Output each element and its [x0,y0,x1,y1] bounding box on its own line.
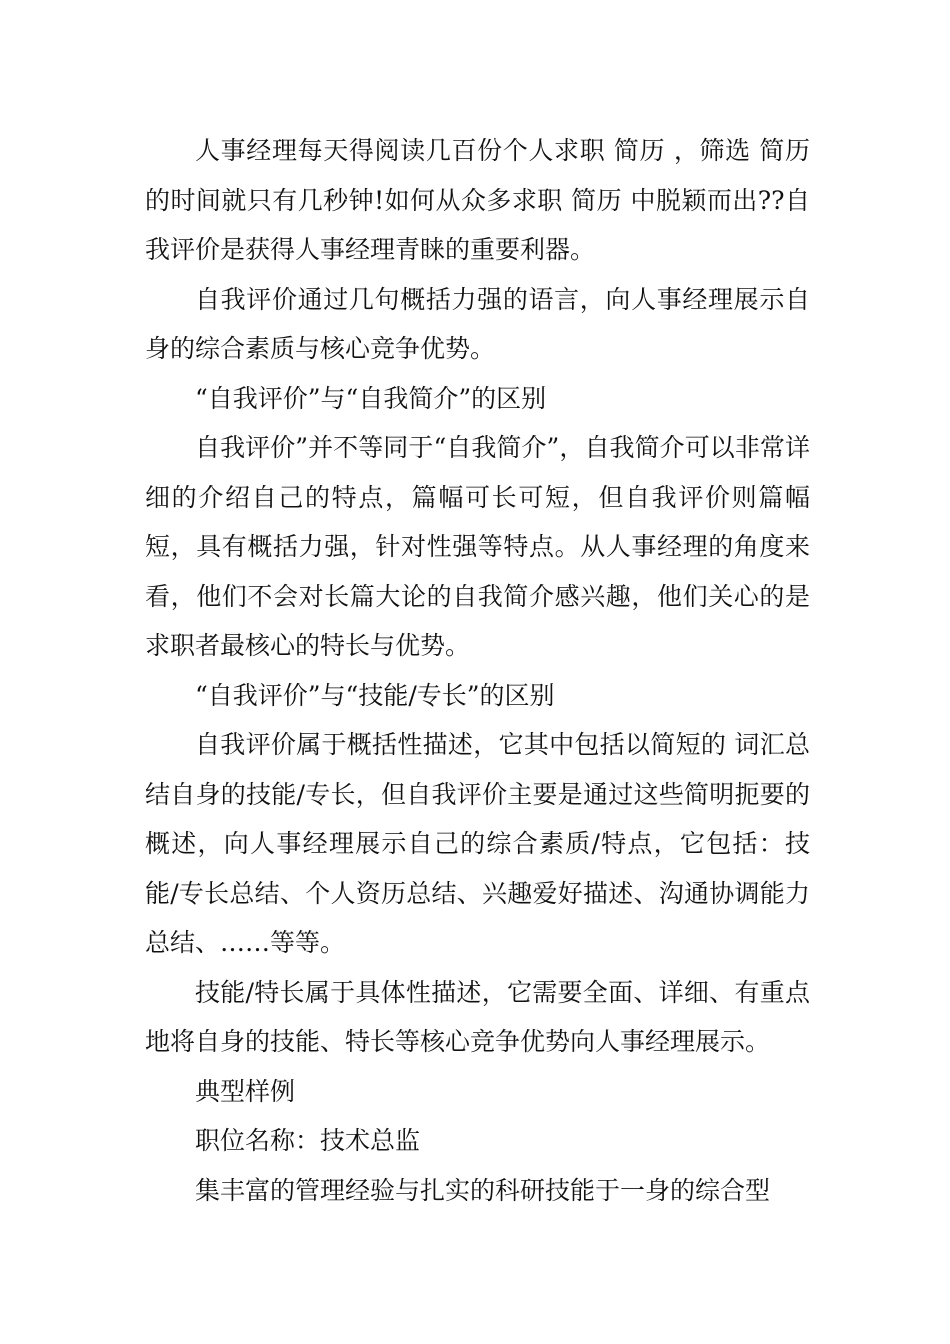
example-paragraph: 集丰富的管理经验与扎实的科研技能于一身的综合型 [195,1175,771,1205]
intro-paragraph: 人事经理每天得阅读几百份个人求职 简历 ，筛选 简历的时间就只有几秒钟!如何从众多求职 简历 中脱颖而出??自我评价是获得人事经理青睐的重要利器。 [145,136,810,264]
job-title-line: 职位名称：技术总监 [195,1126,421,1155]
section-heading-skills: “自我评价”与“技能/专长”的区别 [195,680,555,710]
section-heading-examples: 典型样例 [195,1076,296,1106]
document-body [145,126,810,1215]
skills-detail-paragraph: 技能/特长属于具体性描述，它需要全面、详细、有重点地将自身的技能、特长等核心竞争优势向人事经理展示。 [145,977,810,1056]
section-heading-self-intro: “自我评价”与“自我简介”的区别 [195,383,547,413]
definition-paragraph: 自我评价通过几句概括力强的语言，向人事经理展示自身的综合素质与核心竞争优势。 [145,284,810,363]
skills-paragraph: 自我评价属于概括性描述，它其中包括以简短的 词汇总结自身的技能/专长，但自我评价主要是通过这些简明扼要的概述，向人事经理展示自己的综合素质/特点，它包括：技能/专长总结、个人资历总结、兴趣爱好描述、沟通协调能力总结、……等等。 [145,730,810,957]
self-intro-paragraph: 自我评价”并不等同于“自我简介”，自我简介可以非常详细的介绍自己的特点，篇幅可长可短，但自我评价则篇幅短，具有概括力强，针对性强等特点。从人事经理的角度来看，他们不会对长篇大论的自我简介感兴趣，他们关心的是求职者最核心的特长与优势。 [145,433,810,660]
